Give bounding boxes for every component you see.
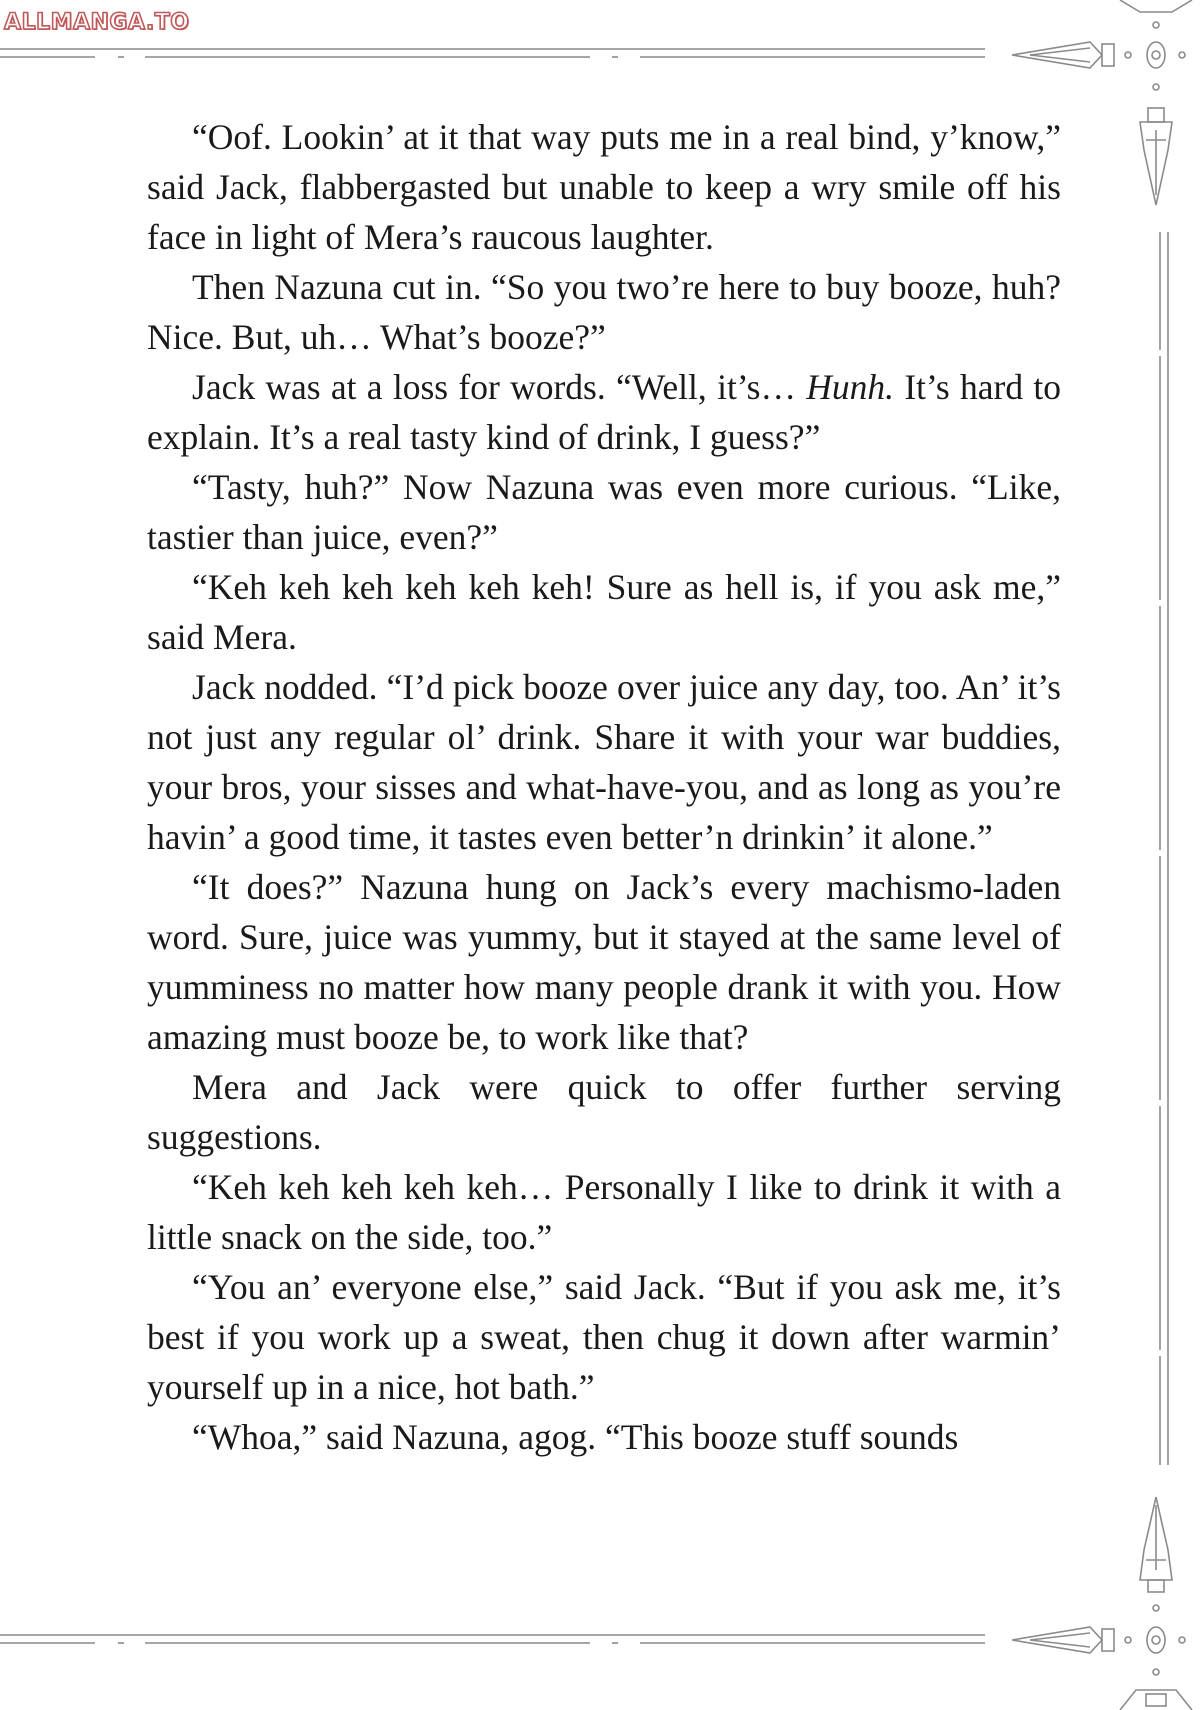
bottom-crystal-ornament: [1012, 1497, 1192, 1710]
paragraph-text: It’s hard to explain. It’s a real tasty kind of drink, I guess?”: [147, 367, 1061, 457]
paragraph: “Keh keh keh keh keh… Personally I like to drink it with a little snack on the side, too.”: [147, 1167, 1061, 1257]
paragraph: “Tasty, huh?” Now Nazuna was even more curious. “Like, tastier than juice, even?”: [147, 467, 1061, 557]
paragraph: “Oof. Lookin’ at it that way puts me in a real bind, y’know,” said Jack, flabbergasted but unable to keep a wry smile off his face in light of Mera’s raucous laughter.: [147, 117, 1061, 257]
paragraph: “Whoa,” said Nazuna, agog. “This booze stuff sounds: [192, 1417, 959, 1457]
paragraph: [147, 362, 1061, 462]
paragraph: “You an’ everyone else,” said Jack. “But if you ask me, it’s best if you work up a sweat, then chug it down after warmin’ yourself up in a nice, hot bath.”: [147, 1267, 1061, 1407]
site-watermark: ALLMANGA.TO: [4, 10, 190, 35]
paragraph: Then Nazuna cut in. “So you two’re here to buy booze, huh? Nice. But, uh… What’s booze?”: [147, 267, 1061, 357]
paragraph: “It does?” Nazuna hung on Jack’s every machismo-laden word. Sure, juice was yummy, but it stayed at the same level of yumminess no matter how many people drank it with you. How amazing must booze be, to work like that?: [147, 867, 1061, 1057]
novel-text: [147, 112, 1061, 1462]
paragraph: “Keh keh keh keh keh keh! Sure as hell is, if you ask me,” said Mera.: [147, 567, 1061, 657]
paragraph-text: Jack was at a loss for words. “Well, it’s…: [192, 367, 807, 407]
bottom-border-rule: [0, 1635, 985, 1643]
paragraph: Mera and Jack were quick to offer further serving suggestions.: [147, 1067, 1061, 1157]
top-border-rule: [0, 49, 985, 57]
italic-word: Hunh.: [806, 367, 895, 407]
right-border-rule: [1160, 232, 1168, 1465]
paragraph: Jack nodded. “I’d pick booze over juice any day, too. An’ it’s not just any regular ol’ drink. Share it with your war buddies, your bros, your sisses and what-have-you, and as long as you’re havin’ a good time, it tastes even better’n drinkin’ it alone.”: [147, 667, 1061, 857]
